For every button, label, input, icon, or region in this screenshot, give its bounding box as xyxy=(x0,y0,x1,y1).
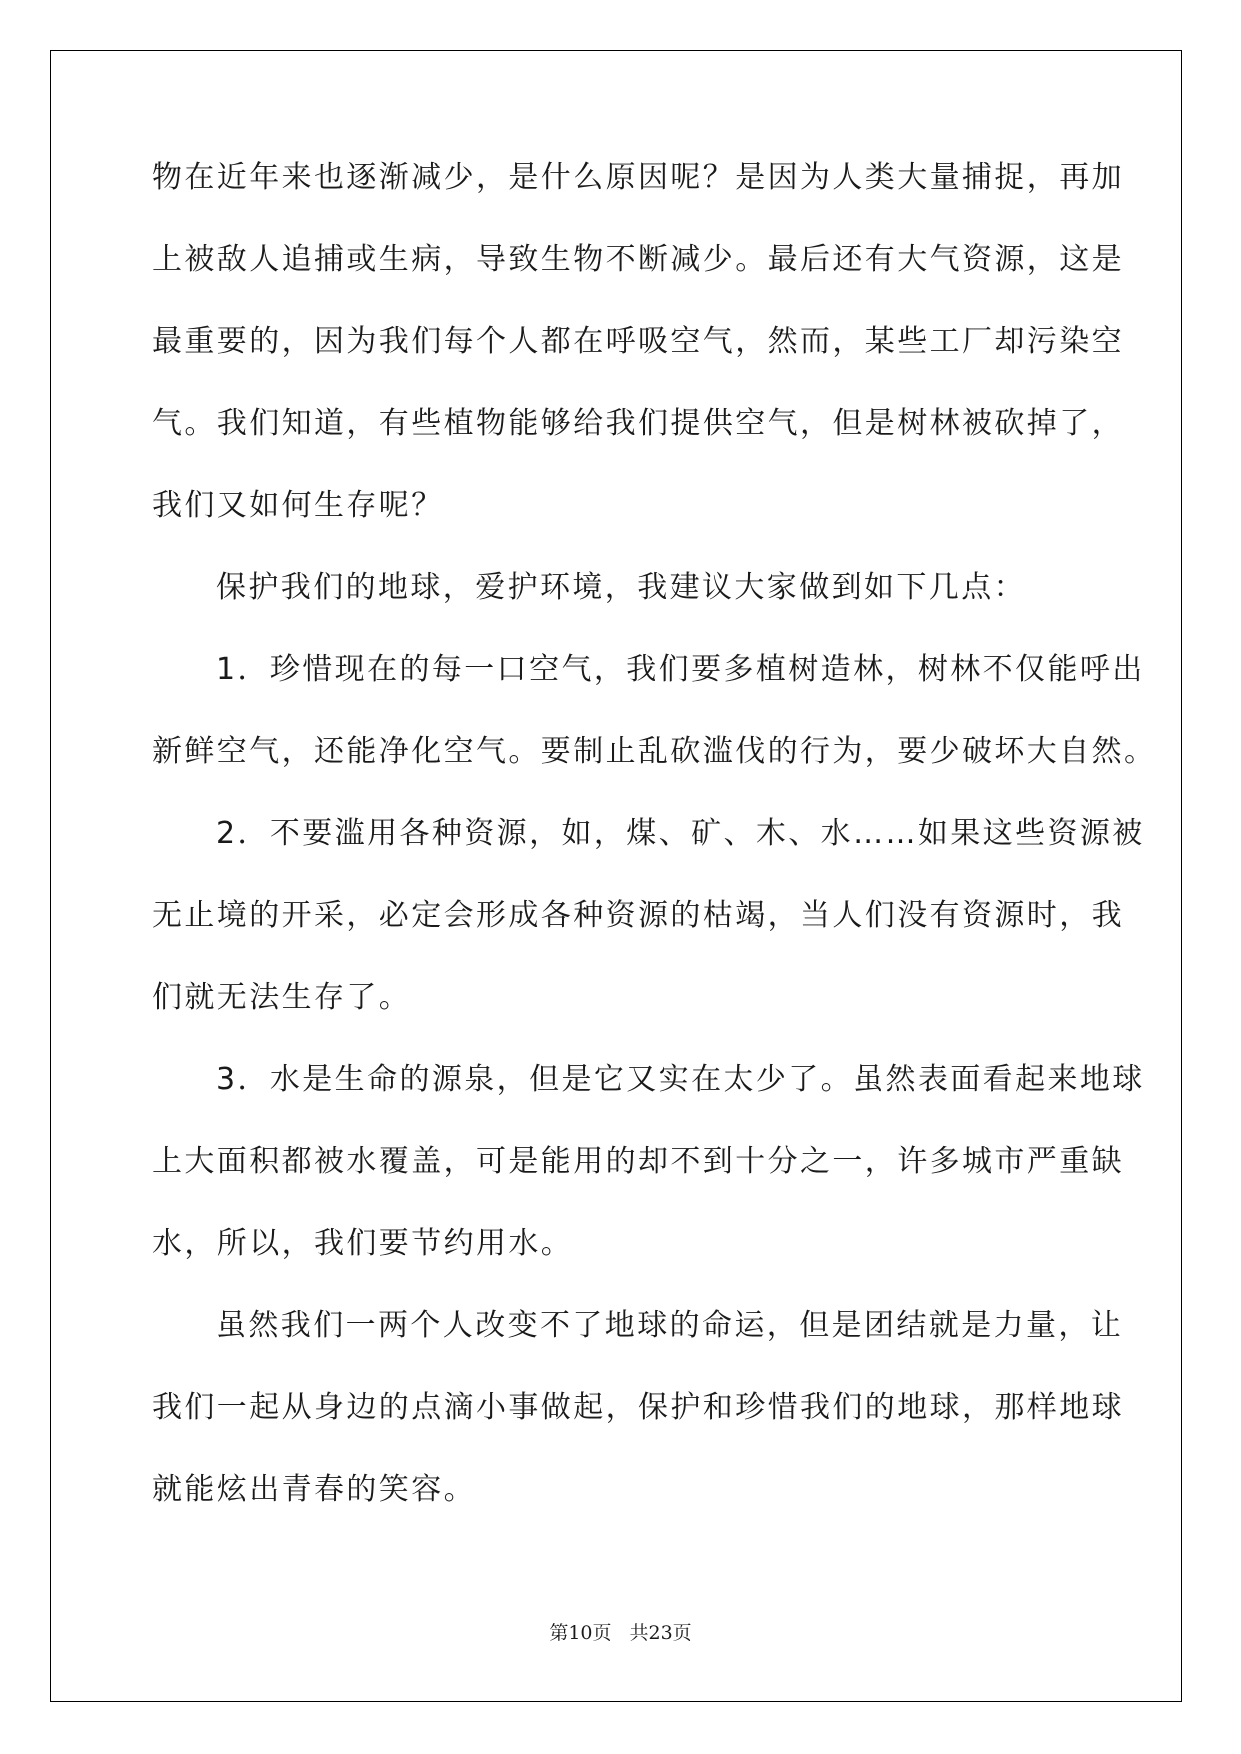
text-line: 我们一起从身边的点滴小事做起，保护和珍惜我们的地球，那样地球 xyxy=(152,1390,1124,1425)
paragraph-intro: 保护我们的地球，爱护环境，我建议大家做到如下几点： xyxy=(216,570,1026,605)
text-line: 上大面积都被水覆盖，可是能用的却不到十分之一，许多城市严重缺 xyxy=(152,1144,1124,1179)
text-line: 水，所以，我们要节约用水。 xyxy=(152,1226,574,1261)
page-total: 共23页 xyxy=(629,1622,692,1644)
text-line: 上被敌人追捕或生病，导致生物不断减少。最后还有大气资源，这是 xyxy=(152,242,1124,277)
text-line: 气。我们知道，有些植物能够给我们提供空气，但是树林被砍掉了， xyxy=(152,406,1124,441)
text-line: 我们又如何生存呢？ xyxy=(152,488,444,523)
document-body xyxy=(152,160,1157,1554)
paragraph-conclusion: 虽然我们一两个人改变不了地球的命运，但是团结就是力量，让 xyxy=(216,1308,1124,1343)
text-line: 最重要的，因为我们每个人都在呼吸空气，然而，某些工厂却污染空 xyxy=(152,324,1124,359)
text-line: 们就无法生存了。 xyxy=(152,980,412,1015)
list-item-3: 3．水是生命的源泉，但是它又实在太少了。虽然表面看起来地球 xyxy=(216,1062,1145,1097)
page-footer xyxy=(0,1618,1241,1645)
page-number: 第10页 xyxy=(549,1622,612,1644)
list-item-1: 1．珍惜现在的每一口空气，我们要多植树造林，树林不仅能呼出 xyxy=(216,652,1145,687)
text-line: 无止境的开采，必定会形成各种资源的枯竭，当人们没有资源时，我 xyxy=(152,898,1124,933)
text-line: 就能炫出青春的笑容。 xyxy=(152,1472,476,1507)
text-line: 物在近年来也逐渐减少，是什么原因呢？是因为人类大量捕捉，再加 xyxy=(152,160,1124,195)
text-line: 新鲜空气，还能净化空气。要制止乱砍滥伐的行为，要少破坏大自然。 xyxy=(152,734,1157,769)
list-item-2: 2．不要滥用各种资源，如，煤、矿、木、水……如果这些资源被 xyxy=(216,816,1145,851)
